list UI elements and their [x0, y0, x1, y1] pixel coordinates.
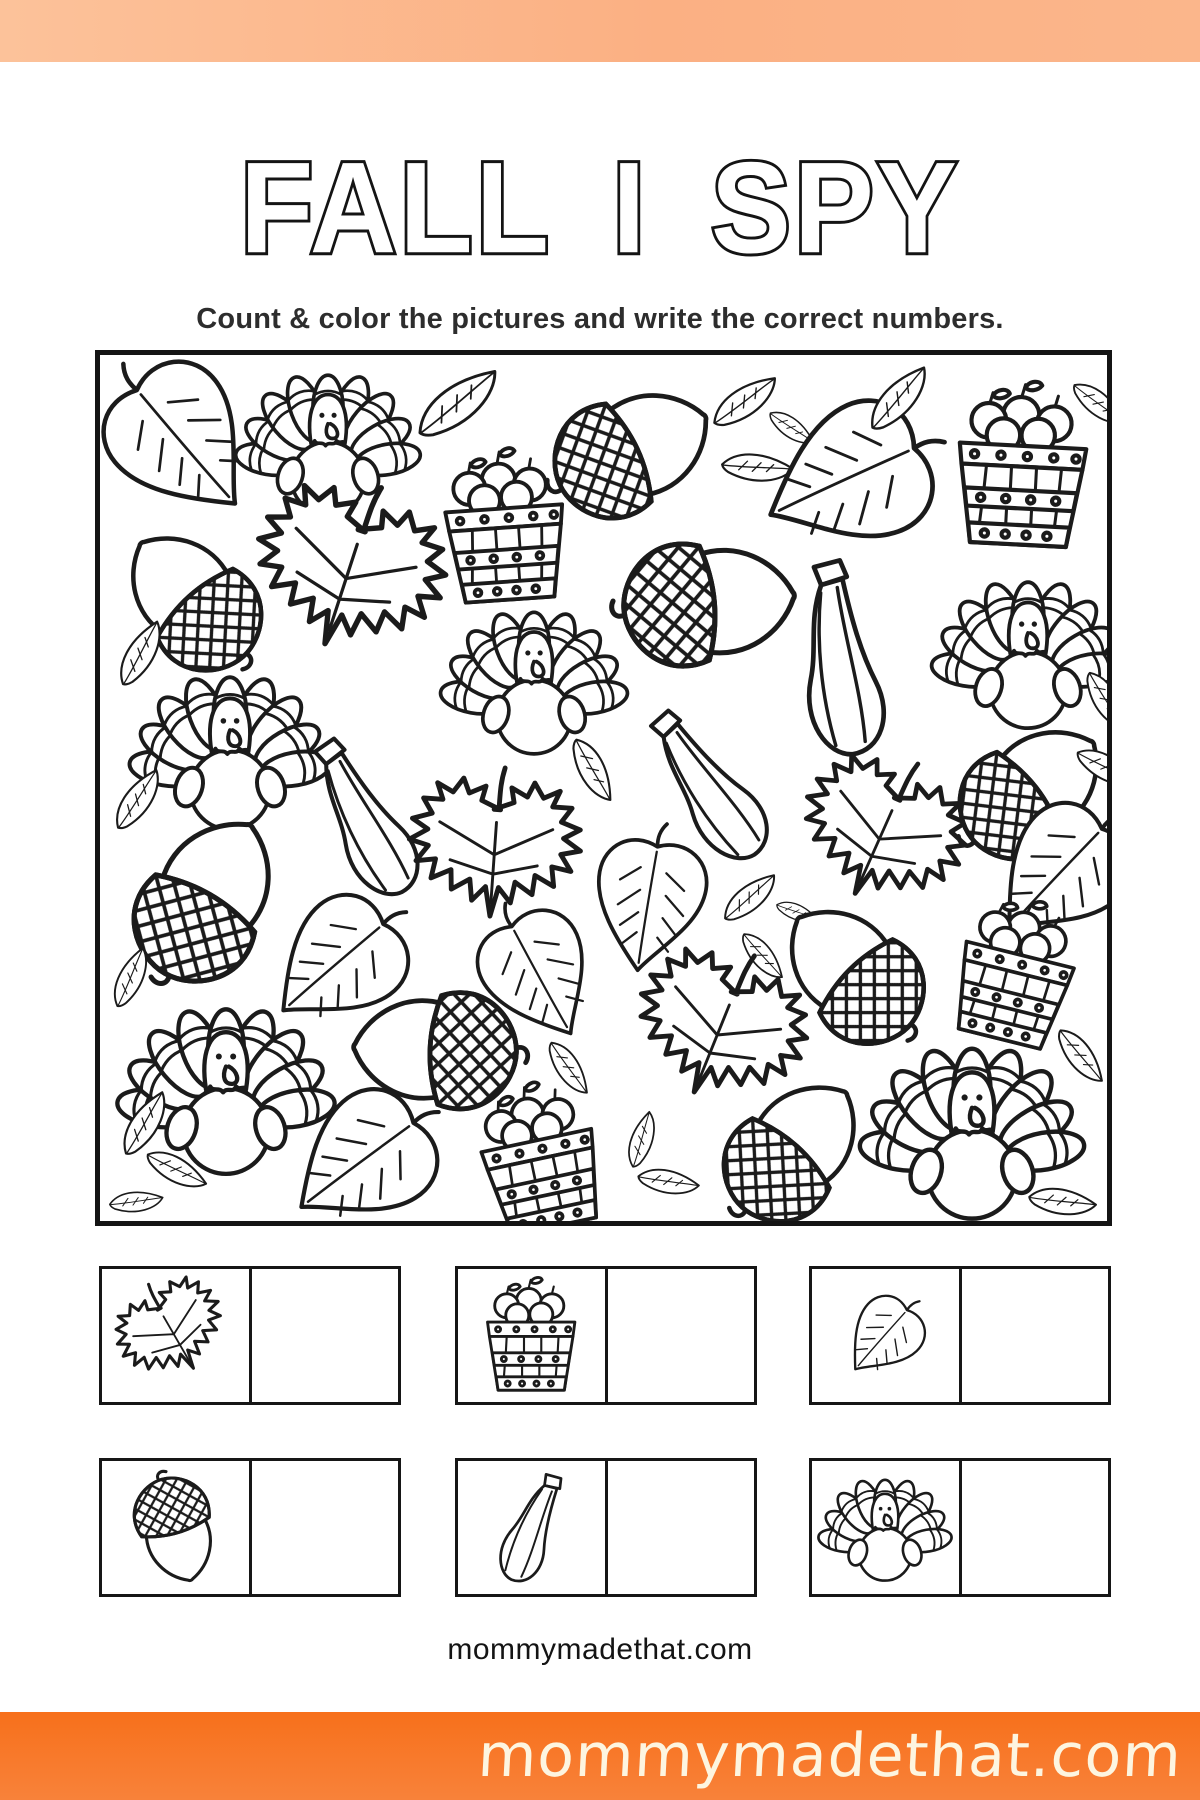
puzzle-item-maple-leaf	[779, 728, 989, 927]
answer-icon-heart-leaf	[846, 1285, 924, 1387]
answer-icon-gourd	[495, 1470, 568, 1586]
answer-image-cell	[812, 1269, 962, 1402]
answer-box-gourd	[455, 1458, 757, 1597]
answer-icon-turkey	[828, 1471, 942, 1585]
answer-image-cell	[102, 1461, 252, 1594]
answer-icon-apple-basket	[476, 1276, 586, 1396]
brand-site-text: mommymadethat.com	[476, 1721, 1184, 1791]
page-title: FALL I SPY	[240, 135, 960, 281]
answer-write-cell[interactable]	[252, 1461, 399, 1594]
puzzle-item-small-leaf	[548, 1037, 588, 1099]
puzzle-canvas	[100, 355, 1107, 1221]
puzzle-item-small-leaf	[1057, 1023, 1103, 1090]
footer-site-text: mommymadethat.com	[447, 1633, 753, 1666]
puzzle-item-small-leaf	[636, 1156, 699, 1208]
answer-icon-acorn	[124, 1467, 227, 1589]
answer-box-acorn	[99, 1458, 401, 1597]
page-subtitle: Count & color the pictures and write the correct numbers.	[196, 303, 1004, 335]
answer-box-turkey	[809, 1458, 1111, 1597]
puzzle-item-turkey	[127, 674, 333, 829]
answer-image-cell	[458, 1461, 608, 1594]
answer-write-cell[interactable]	[962, 1461, 1109, 1594]
answer-write-cell[interactable]	[252, 1269, 399, 1402]
puzzle-item-turkey	[929, 579, 1107, 728]
answer-write-cell[interactable]	[962, 1269, 1109, 1402]
puzzle-item-apple-basket	[955, 378, 1090, 548]
puzzle-item-turkey	[438, 609, 630, 753]
answer-image-cell	[812, 1461, 962, 1594]
answer-box-maple-leaf	[99, 1266, 401, 1405]
answer-box-apple-basket	[455, 1266, 757, 1405]
puzzle-item-acorn	[607, 534, 800, 672]
puzzle-item-apple-basket	[441, 445, 568, 604]
answer-box-heart-leaf	[809, 1266, 1111, 1405]
puzzle-item-small-leaf	[741, 927, 783, 986]
puzzle-board	[95, 350, 1112, 1226]
puzzle-item-small-leaf	[409, 370, 508, 438]
footer-brand-bar	[0, 1712, 1200, 1800]
puzzle-item-small-leaf	[1027, 1175, 1096, 1221]
puzzle-item-small-leaf	[109, 1185, 163, 1220]
answer-image-cell	[102, 1269, 252, 1402]
puzzle-item-small-leaf	[717, 874, 784, 922]
answer-write-cell[interactable]	[608, 1461, 755, 1594]
top-accent-bar	[0, 0, 1200, 62]
puzzle-item-turkey	[114, 1006, 337, 1174]
answer-icon-maple-leaf	[118, 1274, 232, 1398]
puzzle-item-small-leaf	[1071, 373, 1107, 436]
puzzle-item-small-leaf	[572, 736, 611, 804]
puzzle-item-gourd	[296, 729, 430, 906]
answer-image-cell	[458, 1269, 608, 1402]
puzzle-item-gourd	[790, 557, 889, 759]
puzzle-item-small-leaf	[616, 1111, 669, 1169]
answer-write-cell[interactable]	[608, 1269, 755, 1402]
puzzle-item-maple-leaf	[404, 762, 585, 922]
puzzle-item-heart-leaf	[587, 816, 715, 978]
